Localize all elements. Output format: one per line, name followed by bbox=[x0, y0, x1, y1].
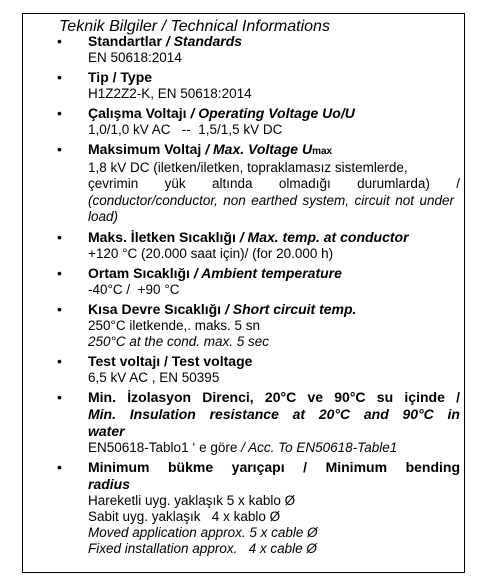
spec-title: Standartlar / Standards bbox=[88, 33, 243, 49]
bullet-icon: • bbox=[57, 352, 62, 369]
spec-value-en: 250°C at the cond. max. 5 sec bbox=[88, 333, 269, 349]
section-heading: Teknik Bilgiler / Technical Informations bbox=[53, 17, 336, 37]
spec-title-en: radius bbox=[88, 475, 131, 492]
spec-item-bending-radius bbox=[36, 459, 460, 557]
bullet-icon: • bbox=[57, 69, 62, 85]
spec-value: çevrimin yük altında olmadığı durumlarda) / bbox=[88, 176, 460, 191]
bullet-icon: • bbox=[57, 264, 62, 281]
spec-title: Kısa Devre Sıcaklığı / Short circuit temp. bbox=[88, 300, 357, 317]
bullet-icon: • bbox=[57, 33, 62, 49]
spec-item-ambient-temp bbox=[36, 265, 460, 298]
spec-item-max-conductor-temp bbox=[36, 229, 460, 262]
spec-title: Min. İzolasyon Direnci, 20°C ve 90°C su içinde / bbox=[88, 388, 460, 405]
spec-title-en: water bbox=[88, 422, 125, 439]
spec-title: Minimum bükme yarıçapı / Minimum bending bbox=[88, 458, 460, 475]
spec-value-en: Fixed installation approx. 4 x cable Ø bbox=[88, 540, 317, 556]
spec-value: +120 °C (20.000 saat için)/ (for 20.000 h) bbox=[88, 245, 334, 261]
spec-value-en: (conductor/conductor, non earthed system, circuit not under load) bbox=[88, 192, 454, 224]
spec-value: -40°C / +90 °C bbox=[88, 281, 180, 297]
spec-value: H1Z2Z2-K, EN 50618:2014 bbox=[88, 86, 252, 101]
spec-title-en: Min. Insulation resistance at 20°C and 90°C in bbox=[88, 405, 460, 422]
spec-title: Test voltajı / Test voltage bbox=[88, 352, 253, 369]
spec-item-standards bbox=[36, 33, 460, 66]
spec-list bbox=[36, 33, 460, 560]
bullet-icon: • bbox=[57, 228, 62, 245]
spec-item-test-voltage bbox=[36, 353, 460, 386]
spec-title: Maksimum Voltaj / Max. Voltage Umax bbox=[88, 141, 333, 157]
bullet-icon: • bbox=[57, 388, 62, 405]
spec-title: Tip / Type bbox=[88, 69, 153, 85]
spec-value: 1,0/1,0 kV AC -- 1,5/1,5 kV DC bbox=[88, 122, 283, 137]
spec-item-operating-voltage bbox=[36, 105, 460, 138]
spec-title: Maks. İletken Sıcaklığı / Max. temp. at conductor bbox=[88, 228, 409, 245]
spec-value: 6,5 kV AC , EN 50395 bbox=[88, 369, 220, 385]
bullet-icon: • bbox=[57, 141, 62, 157]
bullet-icon: • bbox=[57, 458, 62, 475]
spec-value: 1,8 kV DC (iletken/iletken, topraklamasız sistemlerde, bbox=[88, 160, 408, 175]
bullet-icon: • bbox=[57, 300, 62, 317]
spec-value: EN 50618:2014 bbox=[88, 50, 182, 65]
spec-title: Çalışma Voltajı / Operating Voltage Uo/U bbox=[88, 105, 355, 121]
spec-item-type bbox=[36, 69, 460, 102]
spec-value: 250°C iletkende,. maks. 5 sn bbox=[88, 317, 260, 333]
bullet-icon: • bbox=[57, 105, 62, 121]
spec-value: Hareketli uyg. yaklaşık 5 x kablo Ø bbox=[88, 492, 296, 508]
spec-value: EN50618-Tablo1 ‘ e göre / Acc. To EN50618-Table1 bbox=[88, 439, 398, 455]
spec-item-max-voltage bbox=[36, 141, 460, 226]
spec-item-short-circuit-temp bbox=[36, 301, 460, 350]
spec-value-en: Moved application approx. 5 x cable Ø bbox=[88, 524, 318, 540]
spec-value: Sabit uyg. yaklaşık 4 x kablo Ø bbox=[88, 508, 281, 524]
subscript-max: max bbox=[312, 146, 333, 157]
spec-item-insulation-resistance bbox=[36, 389, 460, 456]
spec-title: Ortam Sıcaklığı / Ambient temperature bbox=[88, 264, 342, 281]
